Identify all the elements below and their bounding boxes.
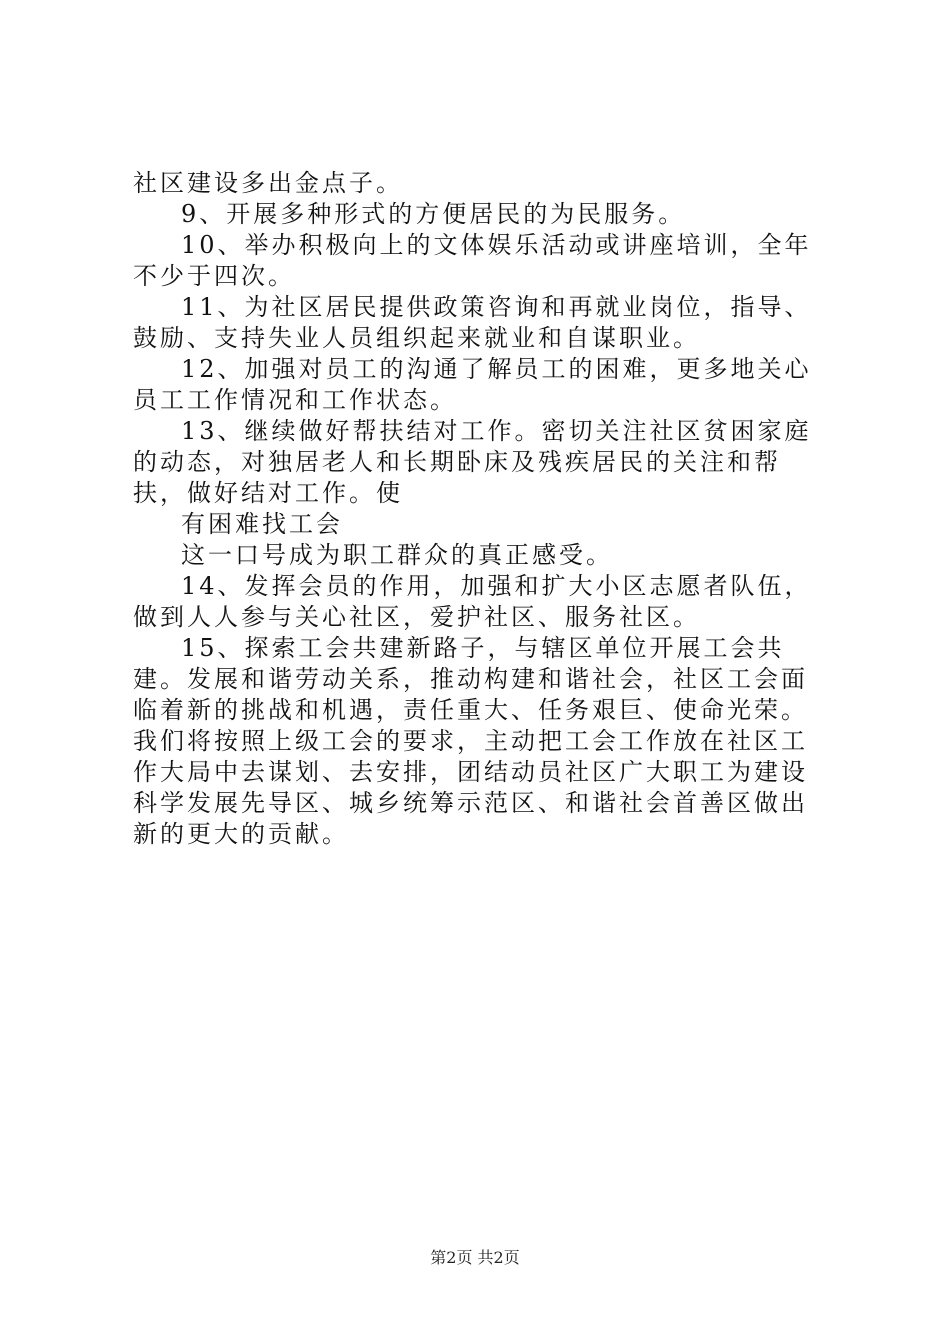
- paragraph-continuation: 社区建设多出金点子。: [133, 169, 403, 197]
- paragraph-slogan-continuation: 这一口号成为职工群众的真正感受。: [181, 541, 613, 569]
- page-number-footer: 第2页 共2页: [430, 1248, 520, 1267]
- paragraph-slogan: 有困难找工会: [181, 510, 343, 538]
- paragraph-item-15: 15、探索工会共建新路子，与辖区单位开展工会共建。发展和谐劳动关系，推动构建和谐社会，社区工会面临着新的挑战和机遇，责任重大、任务艰巨、使命光荣。我们将按照上级工会的要求，主动把工会工作放在社区工作大局中去谋划、去安排，团结动员社区广大职工为建设科学发展先导区、城乡统筹示范区、和谐社会首善区做出新的更大的贡献。: [133, 634, 808, 848]
- document-body: [133, 168, 833, 850]
- paragraph-item-13: 13、继续做好帮扶结对工作。密切关注社区贫困家庭的动态，对独居老人和长期卧床及残疾居民的关注和帮扶，做好结对工作。使: [133, 417, 812, 507]
- paragraph-item-12: 12、加强对员工的沟通了解员工的困难，更多地关心员工工作情况和工作状态。: [133, 355, 812, 414]
- paragraph-item-9: 9、开展多种形式的方便居民的为民服务。: [181, 200, 686, 228]
- paragraph-item-11: 11、为社区居民提供政策咨询和再就业岗位，指导、鼓励、支持失业人员组织起来就业和自谋职业。: [133, 293, 812, 352]
- paragraph-item-10: 10、举办积极向上的文体娱乐活动或讲座培训，全年不少于四次。: [133, 231, 812, 290]
- paragraph-item-14: 14、发挥会员的作用，加强和扩大小区志愿者队伍，做到人人参与关心社区，爱护社区、服务社区。: [133, 572, 812, 631]
